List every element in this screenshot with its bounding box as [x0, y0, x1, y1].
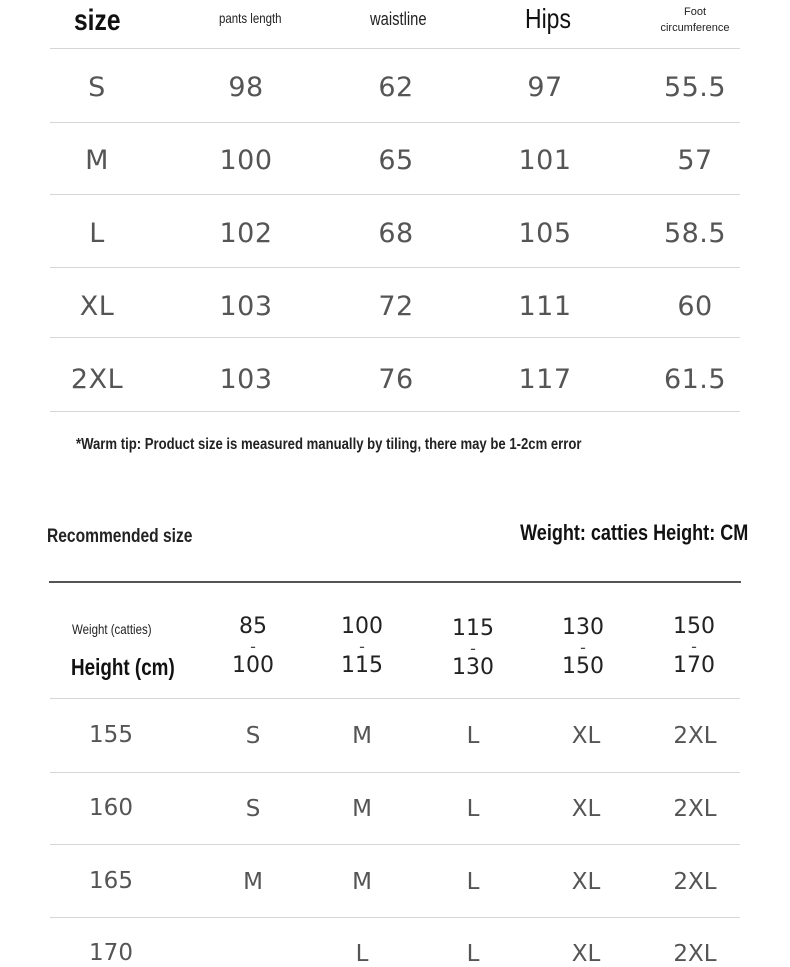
- weight-range: 150 - 170: [673, 614, 715, 678]
- units-note: Weight: catties Height: CM: [519, 520, 748, 545]
- divider: [50, 48, 740, 49]
- cell-foot: 55.5: [663, 72, 727, 103]
- recommend-size: XL: [571, 869, 601, 895]
- recommend-size: L: [466, 796, 480, 822]
- cell-foot: 61.5: [663, 364, 727, 395]
- row-height: 155: [89, 722, 133, 748]
- cell-hips: 117: [518, 364, 572, 395]
- recommend-size: M: [352, 869, 372, 895]
- divider: [50, 917, 740, 918]
- divider: [50, 337, 740, 338]
- divider: [50, 122, 740, 123]
- cell-size: S: [88, 72, 106, 103]
- cell-hips: 97: [527, 72, 563, 103]
- cell-size: XL: [79, 291, 115, 322]
- recommend-size: M: [352, 723, 372, 749]
- corner-height-label: Height (cm): [71, 654, 175, 680]
- cell-waistline: 65: [378, 145, 414, 176]
- cell-size: 2XL: [70, 364, 124, 395]
- cell-hips: 105: [518, 218, 572, 249]
- header-foot-circumference: Foot circumference: [660, 6, 730, 34]
- recommend-size: XL: [571, 723, 601, 749]
- divider: [50, 411, 740, 412]
- cell-pants-length: 102: [219, 218, 273, 249]
- warm-tip: *Warm tip: Product size is measured manually by tiling, there may be 1-2cm error: [76, 436, 582, 453]
- header-hips: Hips: [525, 3, 571, 34]
- cell-size: L: [89, 218, 105, 249]
- header-waistline: waistline: [370, 9, 427, 29]
- weight-range: 85 - 100: [232, 614, 274, 678]
- cell-pants-length: 98: [228, 72, 264, 103]
- cell-foot: 58.5: [663, 218, 727, 249]
- cell-pants-length: 100: [219, 145, 273, 176]
- header-pants-length: pants length: [219, 10, 282, 26]
- row-height: 165: [89, 868, 133, 894]
- divider: [50, 844, 740, 845]
- divider: [50, 772, 740, 773]
- cell-foot: 57: [677, 145, 713, 176]
- divider: [50, 194, 740, 195]
- cell-waistline: 76: [378, 364, 414, 395]
- cell-pants-length: 103: [219, 364, 273, 395]
- cell-hips: 101: [518, 145, 572, 176]
- recommend-size: 2XL: [673, 869, 717, 895]
- recommend-size: L: [466, 869, 480, 895]
- cell-size: M: [85, 145, 109, 176]
- recommend-size: L: [466, 941, 480, 967]
- recommend-size: M: [243, 869, 263, 895]
- corner-weight-label: Weight (catties): [72, 621, 152, 637]
- weight-range: 115 - 130: [452, 616, 494, 680]
- recommend-size: S: [245, 796, 261, 822]
- section-divider: [49, 581, 741, 583]
- cell-waistline: 72: [378, 291, 414, 322]
- recommend-size: L: [355, 941, 369, 967]
- recommend-size: 2XL: [673, 796, 717, 822]
- divider: [50, 267, 740, 268]
- cell-waistline: 68: [378, 218, 414, 249]
- recommend-size: M: [352, 796, 372, 822]
- recommend-size: L: [466, 723, 480, 749]
- recommend-size: 2XL: [673, 941, 717, 967]
- cell-waistline: 62: [378, 72, 414, 103]
- cell-foot: 60: [677, 291, 713, 322]
- row-height: 170: [89, 940, 133, 966]
- divider: [50, 698, 740, 699]
- recommended-size-title: Recommended size: [47, 526, 193, 547]
- cell-hips: 111: [518, 291, 572, 322]
- recommend-size: 2XL: [673, 723, 717, 749]
- weight-range: 130 - 150: [562, 615, 604, 679]
- recommend-size: XL: [571, 796, 601, 822]
- size-table-header: [0, 0, 790, 48]
- recommend-size: S: [245, 723, 261, 749]
- row-height: 160: [89, 795, 133, 821]
- recommend-size: XL: [571, 941, 601, 967]
- header-size: size: [74, 4, 121, 37]
- cell-pants-length: 103: [219, 291, 273, 322]
- weight-range: 100 - 115: [341, 614, 383, 678]
